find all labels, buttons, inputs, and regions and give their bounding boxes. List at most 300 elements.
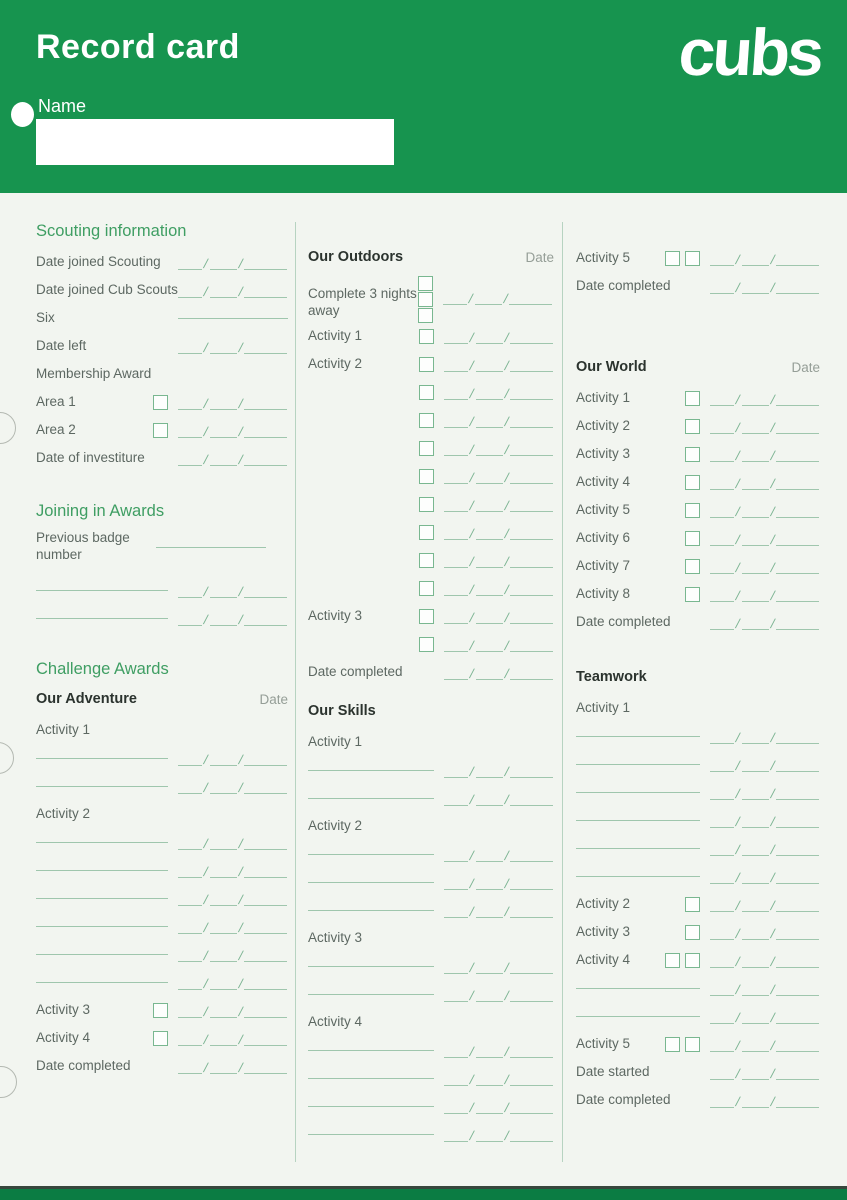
date-segment[interactable] — [210, 395, 237, 410]
date-segment[interactable] — [742, 391, 769, 406]
date-field[interactable] — [710, 729, 820, 744]
date-segment[interactable] — [444, 609, 468, 624]
checkbox[interactable] — [419, 441, 434, 456]
checkbox[interactable] — [685, 475, 700, 490]
date-segment[interactable] — [776, 729, 819, 744]
write-in-line[interactable] — [308, 797, 434, 799]
date-segment[interactable] — [510, 441, 553, 456]
date-segment[interactable] — [178, 863, 202, 878]
date-segment[interactable] — [475, 290, 502, 305]
write-in-line[interactable] — [156, 546, 266, 548]
date-segment[interactable] — [244, 1003, 287, 1018]
date-segment[interactable] — [710, 503, 734, 518]
date-segment[interactable] — [178, 283, 202, 298]
date-segment[interactable] — [776, 587, 819, 602]
date-segment[interactable] — [742, 531, 769, 546]
date-field[interactable] — [178, 1003, 288, 1018]
checkbox[interactable] — [153, 1003, 168, 1018]
date-field[interactable] — [444, 329, 554, 344]
write-in-line[interactable] — [36, 617, 168, 619]
date-segment[interactable] — [742, 813, 769, 828]
date-segment[interactable] — [244, 1031, 287, 1046]
date-field[interactable] — [178, 451, 288, 466]
date-segment[interactable] — [710, 1037, 734, 1052]
date-field[interactable] — [178, 919, 288, 934]
checkbox[interactable] — [419, 553, 434, 568]
date-field[interactable] — [178, 583, 288, 598]
date-segment[interactable] — [444, 413, 468, 428]
checkbox[interactable] — [153, 1031, 168, 1046]
date-segment[interactable] — [510, 329, 553, 344]
date-segment[interactable] — [244, 891, 287, 906]
date-segment[interactable] — [742, 925, 769, 940]
date-segment[interactable] — [510, 357, 553, 372]
write-in-line[interactable] — [576, 819, 700, 821]
date-segment[interactable] — [776, 953, 819, 968]
date-segment[interactable] — [710, 531, 734, 546]
date-segment[interactable] — [476, 1127, 503, 1142]
date-segment[interactable] — [210, 751, 237, 766]
date-segment[interactable] — [742, 279, 769, 294]
checkbox[interactable] — [419, 357, 434, 372]
date-segment[interactable] — [444, 441, 468, 456]
date-field[interactable] — [444, 413, 554, 428]
date-segment[interactable] — [510, 1043, 553, 1058]
date-segment[interactable] — [742, 251, 769, 266]
date-segment[interactable] — [178, 891, 202, 906]
date-segment[interactable] — [244, 283, 287, 298]
date-segment[interactable] — [510, 875, 553, 890]
date-segment[interactable] — [444, 1099, 468, 1114]
date-field[interactable] — [444, 637, 554, 652]
date-segment[interactable] — [776, 503, 819, 518]
write-in-line[interactable] — [308, 1105, 434, 1107]
checkbox[interactable] — [685, 587, 700, 602]
date-segment[interactable] — [444, 329, 468, 344]
checkbox[interactable] — [685, 251, 700, 266]
date-segment[interactable] — [742, 587, 769, 602]
date-field[interactable] — [710, 925, 820, 940]
date-field[interactable] — [444, 1071, 554, 1086]
checkbox[interactable] — [419, 609, 434, 624]
date-field[interactable] — [444, 903, 554, 918]
date-segment[interactable] — [444, 903, 468, 918]
date-field[interactable] — [178, 975, 288, 990]
name-input-box[interactable] — [36, 119, 394, 165]
date-segment[interactable] — [510, 609, 553, 624]
date-field[interactable] — [178, 863, 288, 878]
write-in-line[interactable] — [308, 881, 434, 883]
date-field[interactable] — [444, 847, 554, 862]
date-field[interactable] — [444, 1043, 554, 1058]
date-segment[interactable] — [476, 791, 503, 806]
date-segment[interactable] — [476, 1071, 503, 1086]
checkbox[interactable] — [419, 637, 434, 652]
checkbox[interactable] — [419, 385, 434, 400]
date-segment[interactable] — [742, 447, 769, 462]
date-field[interactable] — [178, 779, 288, 794]
date-segment[interactable] — [178, 255, 202, 270]
write-in-line[interactable] — [576, 735, 700, 737]
date-segment[interactable] — [210, 1003, 237, 1018]
date-segment[interactable] — [710, 1065, 734, 1080]
date-segment[interactable] — [210, 919, 237, 934]
write-in-line[interactable] — [36, 925, 168, 927]
write-in-line[interactable] — [36, 981, 168, 983]
checkbox[interactable] — [418, 276, 433, 291]
date-field[interactable] — [710, 559, 820, 574]
checkbox[interactable] — [685, 559, 700, 574]
date-field[interactable] — [178, 395, 288, 410]
date-field[interactable] — [710, 1093, 820, 1108]
date-segment[interactable] — [742, 559, 769, 574]
date-field[interactable] — [444, 497, 554, 512]
date-segment[interactable] — [510, 497, 553, 512]
date-field[interactable] — [710, 757, 820, 772]
date-segment[interactable] — [776, 559, 819, 574]
date-segment[interactable] — [178, 339, 202, 354]
date-field[interactable] — [444, 469, 554, 484]
date-segment[interactable] — [742, 869, 769, 884]
date-segment[interactable] — [444, 525, 468, 540]
date-segment[interactable] — [444, 469, 468, 484]
date-field[interactable] — [178, 283, 288, 298]
date-segment[interactable] — [510, 763, 553, 778]
date-segment[interactable] — [244, 751, 287, 766]
date-segment[interactable] — [476, 609, 503, 624]
write-in-line[interactable] — [36, 785, 168, 787]
date-segment[interactable] — [510, 469, 553, 484]
date-segment[interactable] — [178, 1059, 202, 1074]
write-in-line[interactable] — [308, 769, 434, 771]
date-field[interactable] — [710, 475, 820, 490]
date-segment[interactable] — [509, 290, 552, 305]
date-field[interactable] — [178, 1059, 288, 1074]
date-segment[interactable] — [444, 665, 468, 680]
date-segment[interactable] — [742, 1009, 769, 1024]
date-segment[interactable] — [178, 395, 202, 410]
date-segment[interactable] — [444, 581, 468, 596]
date-field[interactable] — [178, 891, 288, 906]
date-field[interactable] — [443, 290, 553, 305]
write-in-line[interactable] — [36, 841, 168, 843]
date-segment[interactable] — [178, 423, 202, 438]
date-field[interactable] — [178, 423, 288, 438]
checkbox[interactable] — [665, 953, 680, 968]
date-field[interactable] — [710, 785, 820, 800]
date-segment[interactable] — [210, 1059, 237, 1074]
date-field[interactable] — [710, 869, 820, 884]
date-segment[interactable] — [710, 729, 734, 744]
date-segment[interactable] — [178, 451, 202, 466]
date-segment[interactable] — [710, 587, 734, 602]
date-segment[interactable] — [210, 283, 237, 298]
date-segment[interactable] — [476, 357, 503, 372]
date-segment[interactable] — [210, 611, 237, 626]
date-field[interactable] — [444, 525, 554, 540]
date-segment[interactable] — [210, 947, 237, 962]
date-segment[interactable] — [244, 423, 287, 438]
date-segment[interactable] — [244, 779, 287, 794]
date-segment[interactable] — [444, 553, 468, 568]
date-segment[interactable] — [710, 841, 734, 856]
date-field[interactable] — [444, 959, 554, 974]
date-field[interactable] — [444, 441, 554, 456]
date-segment[interactable] — [210, 583, 237, 598]
date-field[interactable] — [710, 587, 820, 602]
date-segment[interactable] — [742, 1065, 769, 1080]
date-segment[interactable] — [710, 813, 734, 828]
write-in-line[interactable] — [576, 791, 700, 793]
checkbox[interactable] — [685, 953, 700, 968]
date-segment[interactable] — [710, 869, 734, 884]
date-segment[interactable] — [210, 779, 237, 794]
date-segment[interactable] — [710, 897, 734, 912]
date-segment[interactable] — [510, 525, 553, 540]
date-segment[interactable] — [776, 897, 819, 912]
date-segment[interactable] — [244, 583, 287, 598]
date-field[interactable] — [178, 1031, 288, 1046]
date-segment[interactable] — [510, 665, 553, 680]
date-field[interactable] — [178, 255, 288, 270]
date-segment[interactable] — [710, 475, 734, 490]
write-in-line[interactable] — [36, 589, 168, 591]
write-in-line[interactable] — [36, 953, 168, 955]
write-in-line[interactable] — [576, 847, 700, 849]
date-field[interactable] — [710, 531, 820, 546]
write-in-line[interactable] — [576, 875, 700, 877]
date-segment[interactable] — [710, 1009, 734, 1024]
date-field[interactable] — [444, 665, 554, 680]
date-segment[interactable] — [742, 475, 769, 490]
date-segment[interactable] — [776, 841, 819, 856]
date-field[interactable] — [178, 947, 288, 962]
date-field[interactable] — [178, 339, 288, 354]
date-segment[interactable] — [444, 1071, 468, 1086]
date-segment[interactable] — [742, 729, 769, 744]
checkbox[interactable] — [685, 1037, 700, 1052]
date-field[interactable] — [444, 875, 554, 890]
date-segment[interactable] — [710, 953, 734, 968]
date-segment[interactable] — [476, 637, 503, 652]
date-segment[interactable] — [244, 395, 287, 410]
date-segment[interactable] — [476, 581, 503, 596]
checkbox[interactable] — [665, 1037, 680, 1052]
checkbox[interactable] — [418, 308, 433, 323]
date-field[interactable] — [710, 279, 820, 294]
date-segment[interactable] — [244, 835, 287, 850]
date-segment[interactable] — [210, 255, 237, 270]
date-segment[interactable] — [710, 279, 734, 294]
checkbox[interactable] — [665, 251, 680, 266]
date-segment[interactable] — [476, 1099, 503, 1114]
date-segment[interactable] — [510, 987, 553, 1002]
date-field[interactable] — [710, 615, 820, 630]
date-segment[interactable] — [510, 413, 553, 428]
date-segment[interactable] — [476, 987, 503, 1002]
date-segment[interactable] — [710, 757, 734, 772]
write-in-line[interactable] — [308, 853, 434, 855]
date-segment[interactable] — [710, 785, 734, 800]
date-segment[interactable] — [710, 419, 734, 434]
write-in-line[interactable] — [308, 1077, 434, 1079]
checkbox[interactable] — [685, 531, 700, 546]
date-field[interactable] — [710, 503, 820, 518]
date-segment[interactable] — [742, 1093, 769, 1108]
write-in-line[interactable] — [36, 757, 168, 759]
date-field[interactable] — [710, 1009, 820, 1024]
date-segment[interactable] — [710, 981, 734, 996]
date-field[interactable] — [178, 611, 288, 626]
date-segment[interactable] — [244, 255, 287, 270]
date-field[interactable] — [178, 751, 288, 766]
date-field[interactable] — [710, 447, 820, 462]
date-segment[interactable] — [444, 1043, 468, 1058]
checkbox[interactable] — [153, 395, 168, 410]
date-segment[interactable] — [710, 925, 734, 940]
write-in-line[interactable] — [308, 993, 434, 995]
date-field[interactable] — [444, 763, 554, 778]
date-field[interactable] — [444, 609, 554, 624]
date-segment[interactable] — [444, 497, 468, 512]
date-field[interactable] — [178, 835, 288, 850]
date-segment[interactable] — [210, 891, 237, 906]
date-field[interactable] — [444, 791, 554, 806]
checkbox[interactable] — [419, 581, 434, 596]
date-segment[interactable] — [178, 1003, 202, 1018]
date-segment[interactable] — [476, 525, 503, 540]
write-in-line[interactable] — [36, 869, 168, 871]
date-segment[interactable] — [742, 419, 769, 434]
date-segment[interactable] — [244, 339, 287, 354]
date-field[interactable] — [710, 1065, 820, 1080]
date-segment[interactable] — [510, 903, 553, 918]
date-segment[interactable] — [178, 835, 202, 850]
write-in-line[interactable] — [308, 1049, 434, 1051]
date-segment[interactable] — [444, 385, 468, 400]
date-segment[interactable] — [510, 637, 553, 652]
date-segment[interactable] — [476, 413, 503, 428]
date-field[interactable] — [710, 981, 820, 996]
checkbox[interactable] — [685, 391, 700, 406]
date-segment[interactable] — [776, 757, 819, 772]
date-segment[interactable] — [776, 1093, 819, 1108]
date-segment[interactable] — [710, 251, 734, 266]
date-segment[interactable] — [776, 1009, 819, 1024]
date-field[interactable] — [710, 391, 820, 406]
checkbox[interactable] — [685, 447, 700, 462]
date-field[interactable] — [710, 841, 820, 856]
date-segment[interactable] — [476, 497, 503, 512]
write-in-line[interactable] — [576, 987, 700, 989]
date-segment[interactable] — [444, 959, 468, 974]
date-segment[interactable] — [444, 1127, 468, 1142]
date-segment[interactable] — [210, 835, 237, 850]
date-segment[interactable] — [210, 423, 237, 438]
write-in-line[interactable] — [308, 1133, 434, 1135]
checkbox[interactable] — [685, 419, 700, 434]
date-segment[interactable] — [476, 553, 503, 568]
date-segment[interactable] — [210, 339, 237, 354]
date-segment[interactable] — [776, 391, 819, 406]
date-segment[interactable] — [510, 847, 553, 862]
write-in-line[interactable] — [36, 897, 168, 899]
date-segment[interactable] — [210, 863, 237, 878]
write-in-line[interactable] — [576, 763, 700, 765]
date-segment[interactable] — [742, 981, 769, 996]
date-segment[interactable] — [742, 503, 769, 518]
date-segment[interactable] — [476, 847, 503, 862]
date-segment[interactable] — [476, 441, 503, 456]
date-field[interactable] — [710, 813, 820, 828]
checkbox[interactable] — [685, 925, 700, 940]
date-segment[interactable] — [444, 847, 468, 862]
date-segment[interactable] — [244, 863, 287, 878]
date-segment[interactable] — [776, 1065, 819, 1080]
date-segment[interactable] — [510, 1071, 553, 1086]
date-segment[interactable] — [476, 763, 503, 778]
checkbox[interactable] — [685, 897, 700, 912]
date-segment[interactable] — [244, 919, 287, 934]
date-segment[interactable] — [476, 329, 503, 344]
date-segment[interactable] — [476, 385, 503, 400]
checkbox[interactable] — [685, 503, 700, 518]
date-segment[interactable] — [742, 615, 769, 630]
date-segment[interactable] — [710, 447, 734, 462]
date-field[interactable] — [444, 987, 554, 1002]
date-segment[interactable] — [444, 875, 468, 890]
date-segment[interactable] — [510, 385, 553, 400]
date-segment[interactable] — [776, 475, 819, 490]
write-in-line[interactable] — [576, 1015, 700, 1017]
date-segment[interactable] — [178, 1031, 202, 1046]
date-field[interactable] — [710, 1037, 820, 1052]
checkbox[interactable] — [153, 423, 168, 438]
date-segment[interactable] — [178, 919, 202, 934]
date-segment[interactable] — [244, 611, 287, 626]
date-segment[interactable] — [510, 959, 553, 974]
date-segment[interactable] — [710, 615, 734, 630]
date-segment[interactable] — [776, 869, 819, 884]
date-segment[interactable] — [742, 785, 769, 800]
date-segment[interactable] — [178, 947, 202, 962]
date-segment[interactable] — [710, 559, 734, 574]
date-segment[interactable] — [510, 791, 553, 806]
date-segment[interactable] — [244, 975, 287, 990]
date-segment[interactable] — [444, 791, 468, 806]
date-segment[interactable] — [776, 447, 819, 462]
date-field[interactable] — [444, 581, 554, 596]
date-segment[interactable] — [776, 531, 819, 546]
date-segment[interactable] — [710, 391, 734, 406]
date-field[interactable] — [444, 553, 554, 568]
date-segment[interactable] — [742, 953, 769, 968]
date-segment[interactable] — [476, 1043, 503, 1058]
date-segment[interactable] — [510, 1127, 553, 1142]
date-segment[interactable] — [178, 779, 202, 794]
date-segment[interactable] — [210, 975, 237, 990]
date-segment[interactable] — [178, 975, 202, 990]
date-segment[interactable] — [742, 897, 769, 912]
date-segment[interactable] — [510, 553, 553, 568]
date-field[interactable] — [710, 419, 820, 434]
date-segment[interactable] — [444, 763, 468, 778]
checkbox[interactable] — [418, 292, 433, 307]
date-segment[interactable] — [710, 1093, 734, 1108]
date-segment[interactable] — [178, 583, 202, 598]
date-segment[interactable] — [210, 451, 237, 466]
checkbox[interactable] — [419, 525, 434, 540]
